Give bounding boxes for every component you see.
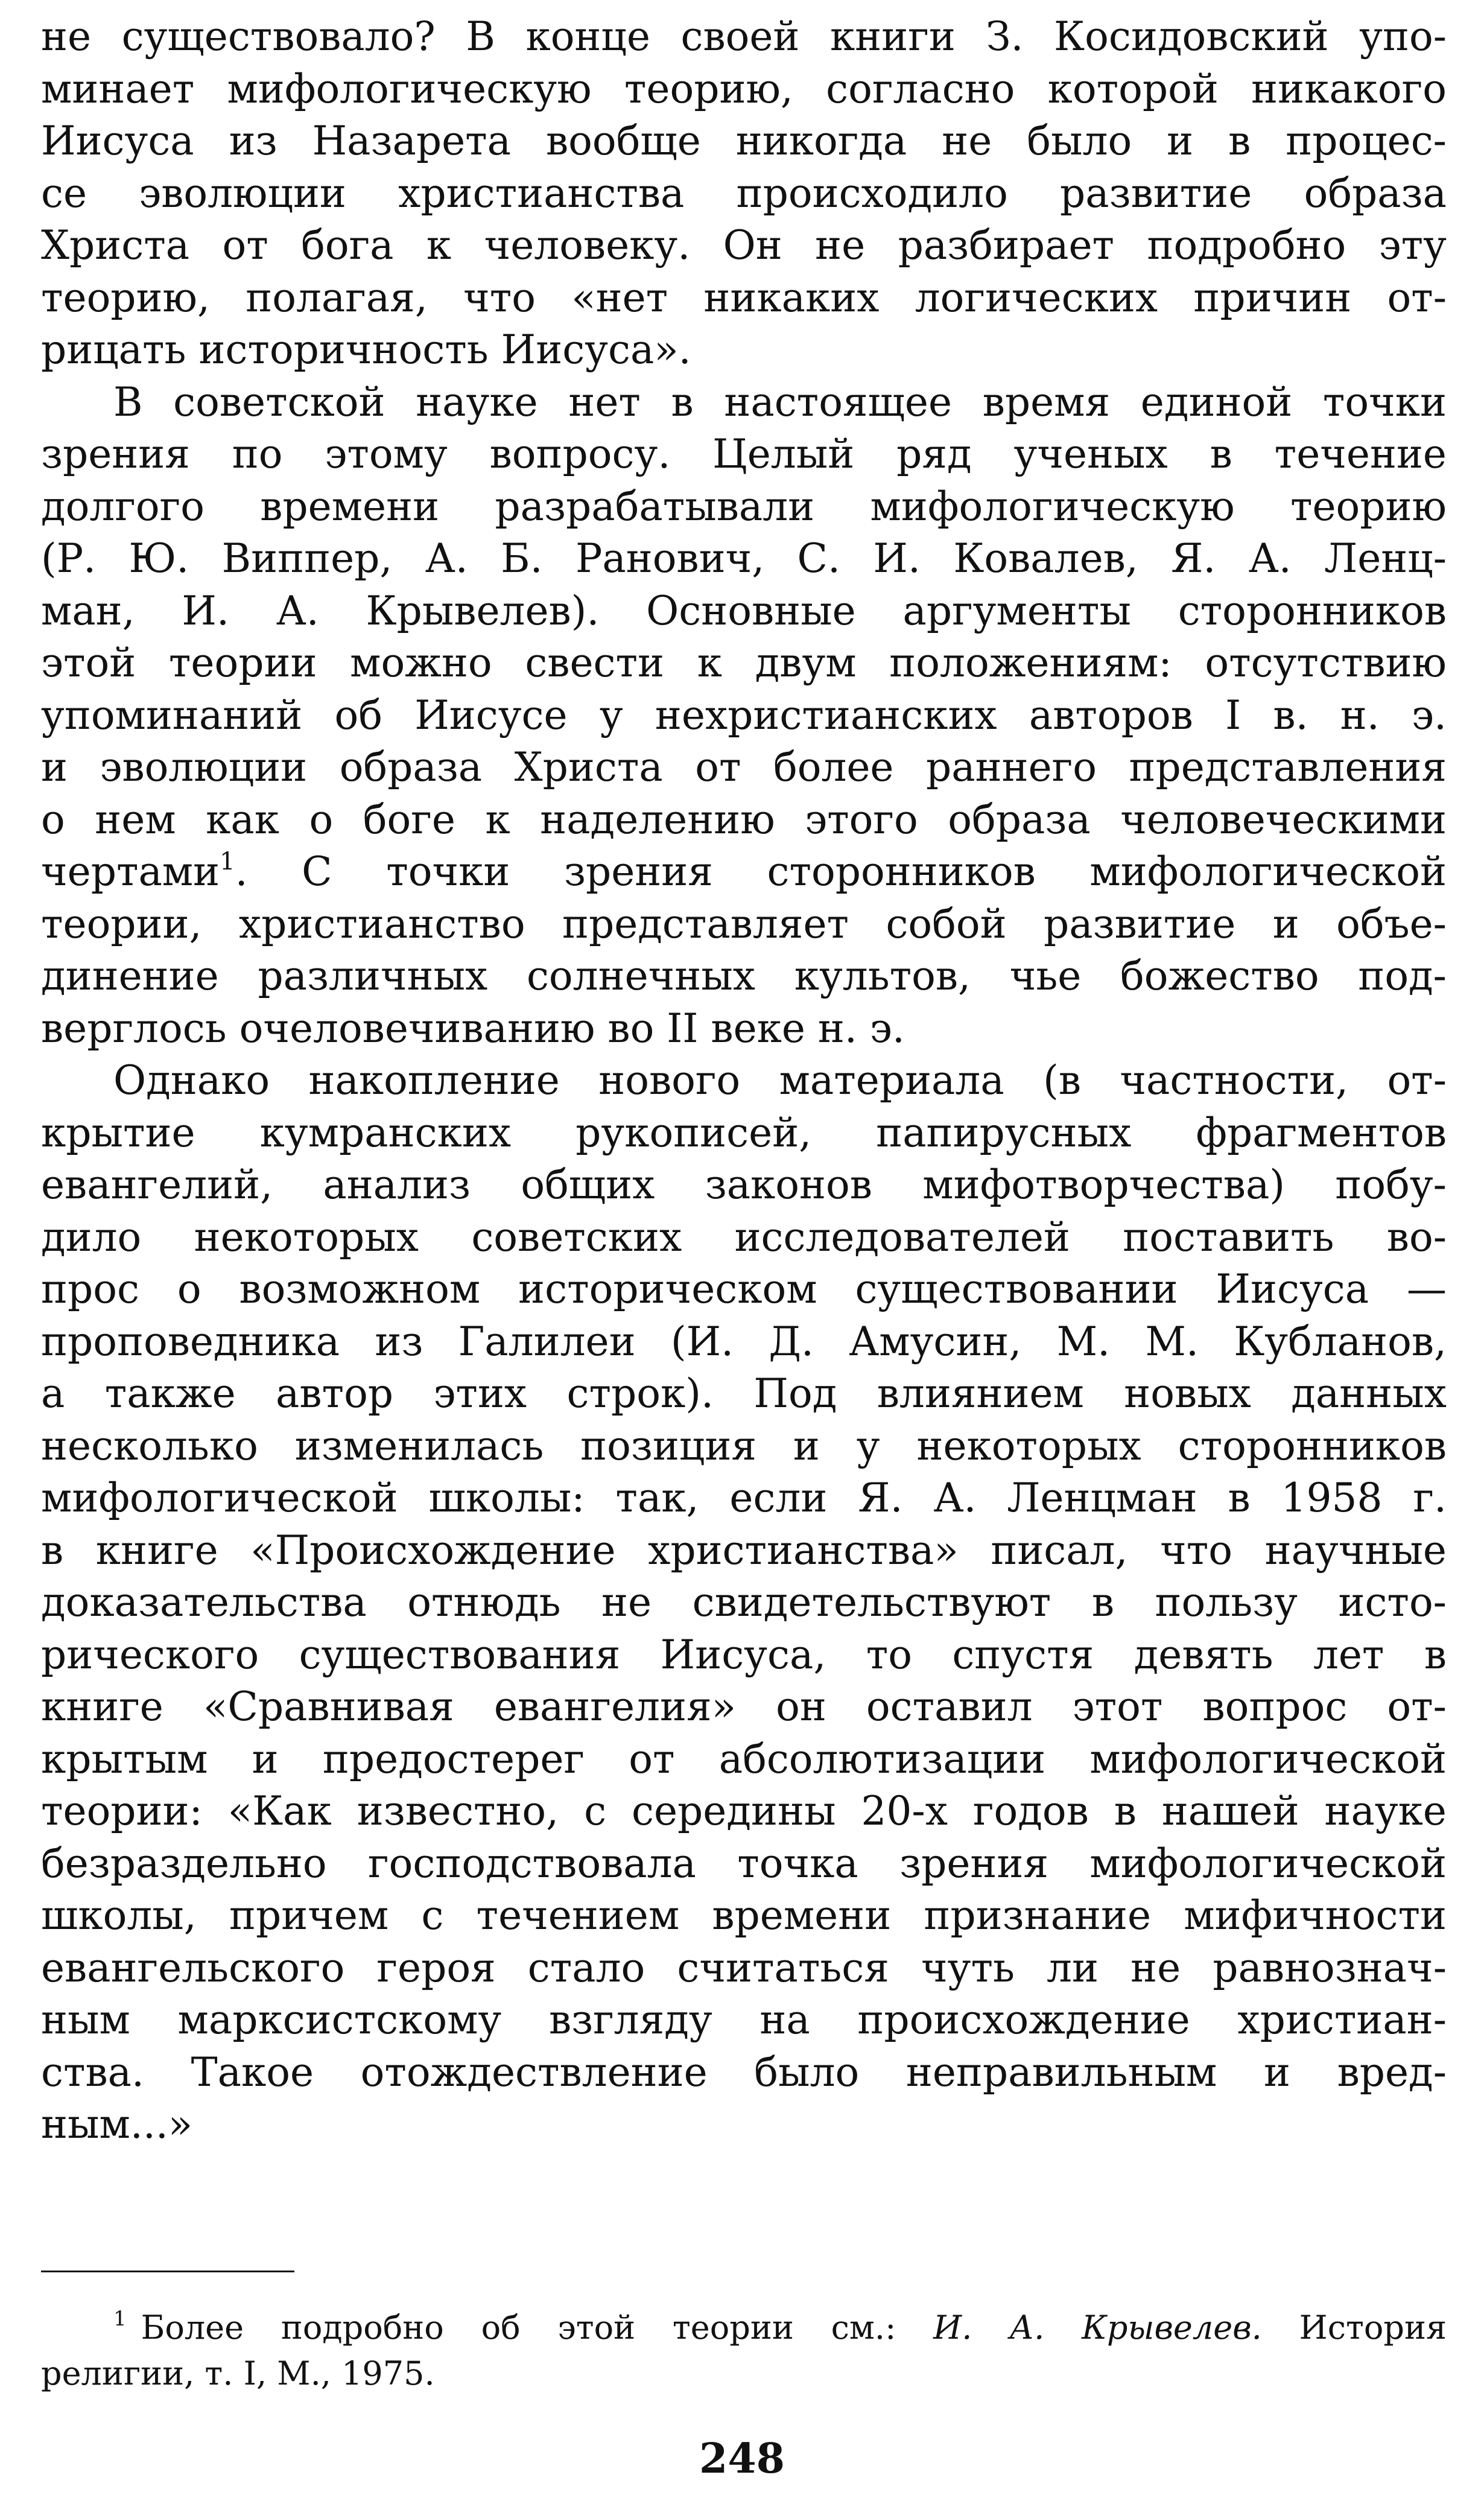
text-line: дило некоторых советских исследователей поставить во-	[41, 1213, 1447, 1260]
text-line: рицать историчность Иисуса».	[41, 326, 691, 373]
text-line: Однако накопление нового материала (в частности, от-	[113, 1057, 1447, 1104]
text-line: (Р. Ю. Виппер, А. Б. Ранович, С. И. Ковалев, Я. А. Ленц-	[41, 535, 1447, 582]
text-line: ства. Такое отождествление было неправильным и вред-	[41, 2048, 1447, 2096]
text-line: проповедника из Галилеи (И. Д. Амусин, М. М. Кубланов,	[41, 1318, 1447, 1365]
text-line: Иисуса из Назарета вообще никогда не было и в процес-	[41, 118, 1447, 164]
text-line: рического существования Иисуса, то спустя девять лет в	[41, 1631, 1447, 1678]
text-fragment: . С точки зрения сторонников мифологической	[235, 848, 1447, 895]
paragraph-3	[41, 1055, 1447, 2151]
footnote-line	[41, 2305, 1447, 2351]
text-line: се эволюции христианства происходило развитие образа	[41, 170, 1447, 217]
footnote-divider	[41, 2271, 294, 2272]
text-line: и эволюции образа Христа от более раннего представления	[41, 744, 1447, 790]
text-line: ным марксистскому взгляду на происхождение христиан-	[41, 1997, 1447, 2043]
footnote-text: Более подробно об этой теории см.:	[141, 2309, 934, 2347]
text-line: в книге «Происхождение христианства» писал, что научные	[41, 1527, 1447, 1574]
text-line: евангелий, анализ общих законов мифотворчества) побу-	[41, 1162, 1447, 1208]
footnote	[41, 2305, 1447, 2397]
text-line: несколько изменилась позиция и у некоторых сторонников	[41, 1422, 1447, 1469]
text-line: мифологической школы: так, если Я. А. Ленцман в 1958 г.	[41, 1475, 1447, 1521]
text-line: не существовало? В конце своей книги З. Косидовский упо-	[41, 13, 1447, 60]
footnote-marker: 1	[113, 2307, 127, 2331]
text-line: динение различных солнечных культов, чье божество под-	[41, 953, 1447, 999]
page-number: 248	[699, 2435, 785, 2483]
paragraph-2	[41, 377, 1447, 1055]
text-line: прос о возможном историческом существовании Иисуса —	[41, 1266, 1447, 1312]
footnote-reference: 1	[220, 848, 235, 876]
text-line: минает мифологическую теорию, согласно которой никакого	[41, 65, 1447, 112]
text-line: евангельского героя стало считаться чуть ли не равнознач-	[41, 1944, 1447, 1991]
text-line: о нем как о боге к наделению этого образа человеческими	[41, 796, 1447, 843]
text-line: верглось очеловечиванию во II веке н. э.	[41, 1005, 905, 1052]
text-line: книге «Сравнивая евангелия» он оставил этот вопрос от-	[41, 1683, 1447, 1730]
page-body	[41, 11, 1447, 2151]
paragraph-1	[41, 11, 1447, 377]
text-line: школы, причем с течением времени признание мифичности	[41, 1892, 1447, 1939]
text-line: Христа от бога к человеку. Он не разбирает подробно эту	[41, 222, 1447, 269]
text-line: доказательства отнюдь не свидетельствуют в пользу исто-	[41, 1579, 1447, 1626]
footnote-line: религии, т. I, М., 1975.	[41, 2354, 435, 2392]
text-line: крытым и предостерег от абсолютизации мифологической	[41, 1735, 1447, 1782]
text-fragment: чертами	[41, 848, 220, 895]
text-line: теории: «Как известно, с середины 20-х годов в нашей науке	[41, 1788, 1447, 1834]
text-line: а также автор этих строк). Под влиянием новых данных	[41, 1370, 1447, 1417]
text-line: В советской науке нет в настоящее время единой точки	[113, 378, 1447, 425]
text-line: теории, христианство представляет собой развитие и объе-	[41, 900, 1447, 947]
text-line: ман, И. А. Крывелев). Основные аргументы сторонников	[41, 587, 1447, 634]
text-line: теорию, полагая, что «нет никаких логических причин от-	[41, 274, 1447, 321]
footnote-text: История	[1261, 2309, 1447, 2347]
footnote-author: И. А. Крывелев.	[933, 2309, 1262, 2347]
text-line: зрения по этому вопросу. Целый ряд ученых в течение	[41, 431, 1447, 477]
text-line: упоминаний об Иисусе у нехристианских авторов I в. н. э.	[41, 691, 1447, 739]
text-line: долгого времени разрабатывали мифологическую теорию	[41, 483, 1447, 530]
text-line-with-footnote-ref	[41, 846, 1447, 898]
text-line: ным...»	[41, 2101, 193, 2147]
text-line: крытие кумранских рукописей, папирусных фрагментов	[41, 1109, 1447, 1156]
text-line: этой теории можно свести к двум положениям: отсутствию	[41, 640, 1447, 686]
text-line: безраздельно господствовала точка зрения мифологической	[41, 1840, 1447, 1887]
